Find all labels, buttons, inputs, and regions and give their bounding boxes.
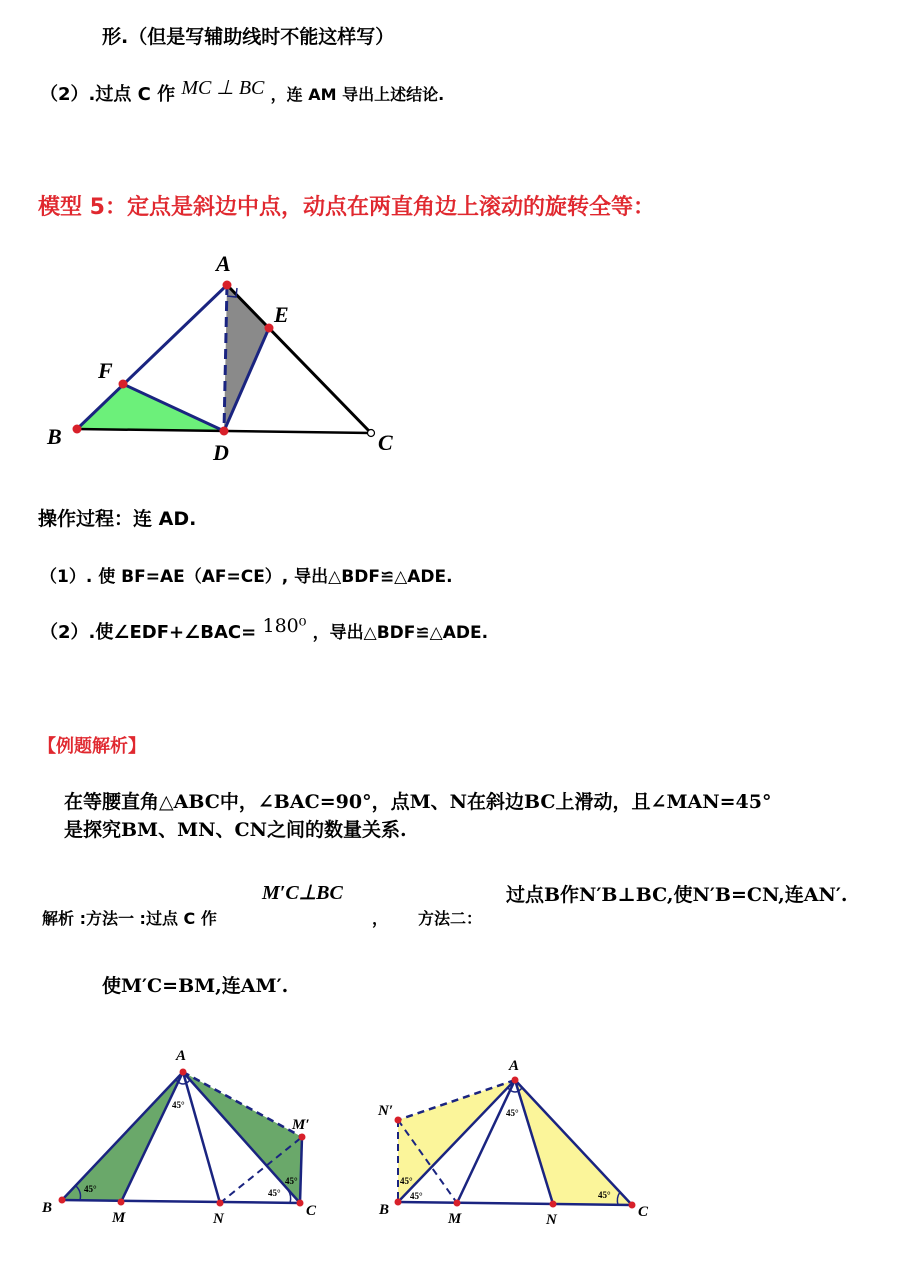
fig2-angle-c1: 45° [268,1188,281,1198]
fig3-point-n2 [395,1117,402,1124]
operation-step-2-value: 180⁰ [262,615,307,637]
analysis-method2-label: 方法二： [418,909,483,928]
fig3-angle-b: 45° [410,1191,423,1201]
analysis-formula: M′C⊥BC [262,882,343,904]
label-a: A [216,251,231,276]
fig3-label-m: M [448,1211,462,1227]
fig2-label-m2: M′ [292,1117,310,1133]
problem-line-1: 在等腰直角△ABC中，∠BAC=90°，点M、N在斜边BC上滑动，且∠MAN=45° [64,791,772,813]
line-2-prefix: （2）.过点 C 作 [40,84,176,105]
analysis-prefix: 解析 :方法一 :过点 C 作 [42,909,217,928]
analysis-method2-text: 过点B作N′B⊥BC,使N′B=CN,连AN′. [506,884,848,906]
fig2-label-a: A [176,1048,187,1064]
operation-step-1: （1）. 使 BF=AE（AF=CE）, 导出△BDF≌△ADE. [40,567,453,587]
fig3-label-n2: N′ [378,1103,394,1119]
fig3-point-c [629,1202,636,1209]
operation-step-2-suffix: ，导出△BDF≌△ADE. [312,623,489,643]
model5-title: 模型 5：定点是斜边中点，动点在两直角边上滚动的旋转全等： [38,195,655,220]
label-c: C [378,430,393,455]
fig3-label-n: N [546,1212,557,1228]
operation-title: 操作过程：连 AD. [38,508,197,530]
example-title: 【例题解析】 [38,736,146,757]
fig2-angle-a: 45° [172,1100,185,1110]
line-2-formula: MC ⊥ BC [181,77,265,99]
problem-line-2: 是探究BM、MN、CN之间的数量关系. [64,819,407,841]
fig2-label-b: B [42,1200,53,1216]
fig2-angle-b: 45° [84,1184,97,1194]
fig2-label-n: N [213,1211,224,1227]
fig2-label-m: M [112,1210,126,1226]
fig3-angle-n2: 45° [400,1176,413,1186]
fig2-angle-c2: 45° [285,1176,298,1186]
analysis-comma: ， [372,909,389,928]
operation-step-2-prefix: （2）.使∠EDF+∠BAC= [40,622,257,643]
analysis-method1-text: 使M′C=BM,连AM′. [102,975,289,997]
fig3-point-a [512,1077,519,1084]
fig3-point-b [395,1199,402,1206]
fig3-label-a: A [509,1058,520,1074]
label-f: F [98,358,113,383]
fig3-label-c: C [638,1204,649,1220]
fig3-point-m [454,1200,461,1207]
line-2-suffix: ，连 AM 导出上述结论. [270,85,445,104]
fig3-label-b: B [379,1202,390,1218]
fig3-angle-c: 45° [598,1190,611,1200]
fig2-label-c: C [306,1203,317,1219]
line-1: 形.（但是写辅助线时不能这样写） [102,26,395,48]
label-d: D [213,440,229,465]
label-b: B [47,424,62,449]
fig3-angle-a: 45° [506,1108,519,1118]
label-e: E [274,302,289,327]
fig3-point-n [550,1201,557,1208]
